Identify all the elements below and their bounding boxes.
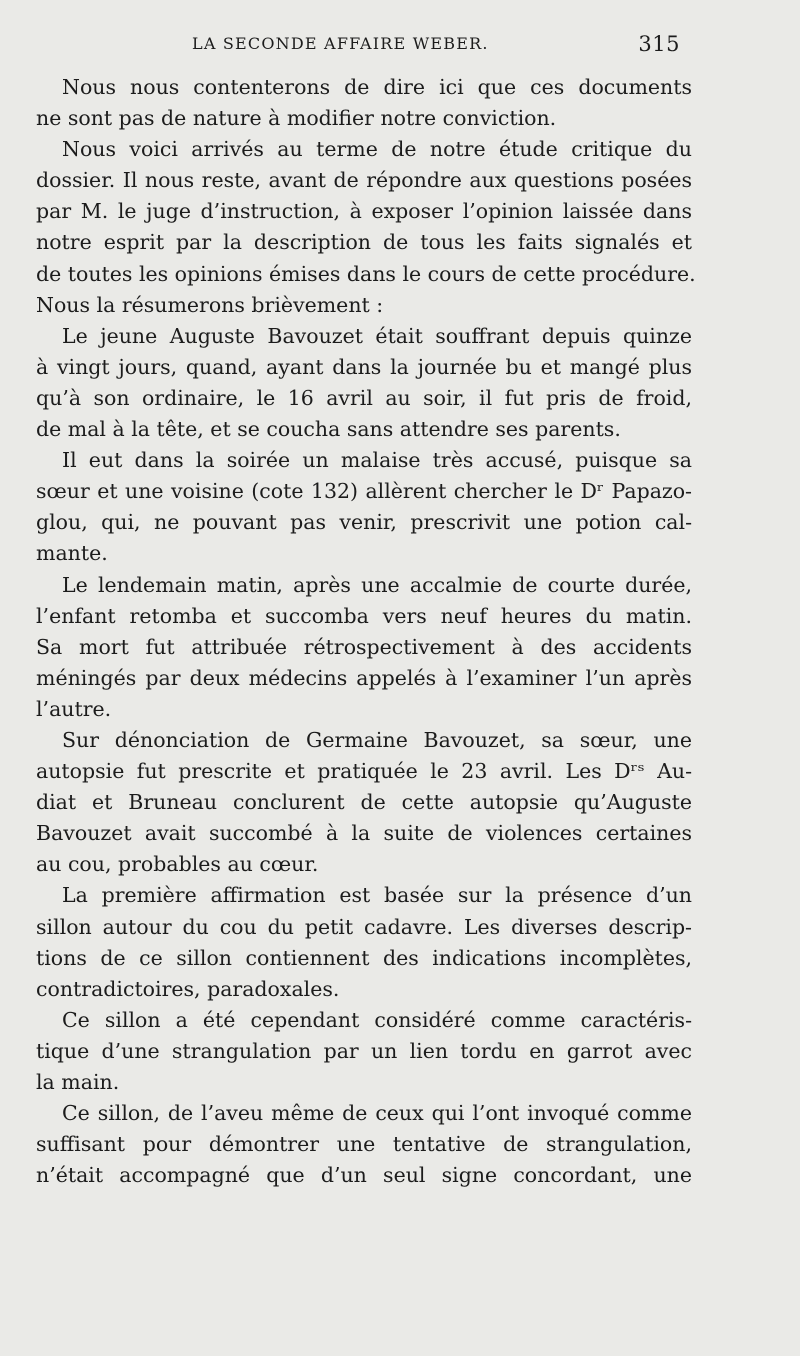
text-line: n’était accompagné que d’un seul signe concordant, une: [36, 1163, 692, 1188]
text-line: l’autre.: [36, 696, 112, 721]
running-title: LA SECONDE AFFAIRE WEBER.: [192, 34, 489, 53]
text-line: Nous la résumerons brièvement :: [36, 292, 384, 317]
text-line: Ce sillon, de l’aveu même de ceux qui l’ont invoqué comme: [62, 1101, 692, 1126]
text-line: Le lendemain matin, après une accalmie de courte durée,: [62, 572, 692, 597]
text-line: suffisant pour démontrer une tentative de strangulation,: [36, 1132, 692, 1157]
text-line: à vingt jours, quand, ayant dans la journée bu et mangé plus: [36, 354, 692, 379]
text-line: Nous nous contenterons de dire ici que ces documents: [62, 75, 692, 99]
page-header: [36, 30, 686, 60]
text-line: autopsie fut prescrite et pratiquée le 23 avril. Les Dʳˢ Au-: [36, 759, 692, 784]
text-line: La première affirmation est basée sur la présence d’un: [62, 883, 692, 908]
text-line: sœur et une voisine (cote 132) allèrent chercher le Dʳ Papazo-: [36, 479, 692, 504]
text-line: la main.: [36, 1070, 120, 1094]
text-line: méningés par deux médecins appelés à l’examiner l’un après: [36, 665, 692, 690]
text-line: qu’à son ordinaire, le 16 avril au soir, il fut pris de froid,: [36, 385, 692, 410]
text-line: tique d’une strangulation par un lien tordu en garrot avec: [36, 1038, 692, 1063]
text-line: Sa mort fut attribuée rétrospectivement à des accidents: [36, 634, 692, 659]
text-line: de toutes les opinions émises dans le cours de cette procédure.: [36, 261, 696, 286]
text-line: Bavouzet avait succombé à la suite de violences certaines: [36, 821, 692, 846]
text-line: tions de ce sillon contiennent des indications incomplètes,: [36, 945, 692, 970]
text-line: Ce sillon a été cependant considéré comme caractéris-: [62, 1007, 692, 1032]
text-line: l’enfant retomba et succomba vers neuf heures du matin.: [36, 603, 692, 628]
text-line: mante.: [36, 541, 108, 566]
text-line: Sur dénonciation de Germaine Bavouzet, sa sœur, une: [62, 727, 692, 752]
text-line: sillon autour du cou du petit cadavre. Les diverses descrip-: [36, 914, 692, 939]
text-line: glou, qui, ne pouvant pas venir, prescrivit une potion cal-: [36, 510, 692, 535]
text-line: contradictoires, paradoxales.: [36, 976, 340, 1001]
page-number: 315: [638, 32, 680, 56]
body-text: [36, 72, 696, 1191]
text-line: Il eut dans la soirée un malaise très accusé, puisque sa: [62, 448, 692, 473]
text-line: ne sont pas de nature à modifier notre conviction.: [36, 106, 557, 131]
text-line: dossier. Il nous reste, avant de répondre aux questions posées: [36, 168, 692, 193]
text-line: Nous voici arrivés au terme de notre étude critique du: [62, 137, 692, 162]
text-line: par M. le juge d’instruction, à exposer l’opinion laissée dans: [36, 199, 692, 224]
text-line: au cou, probables au cœur.: [36, 852, 319, 877]
text-line: Le jeune Auguste Bavouzet était souffrant depuis quinze: [62, 323, 692, 348]
text-line: de mal à la tête, et se coucha sans attendre ses parents.: [36, 417, 621, 442]
text-line: notre esprit par la description de tous les faits signalés et: [36, 230, 692, 255]
text-line: diat et Bruneau conclurent de cette autopsie qu’Auguste: [36, 790, 692, 815]
